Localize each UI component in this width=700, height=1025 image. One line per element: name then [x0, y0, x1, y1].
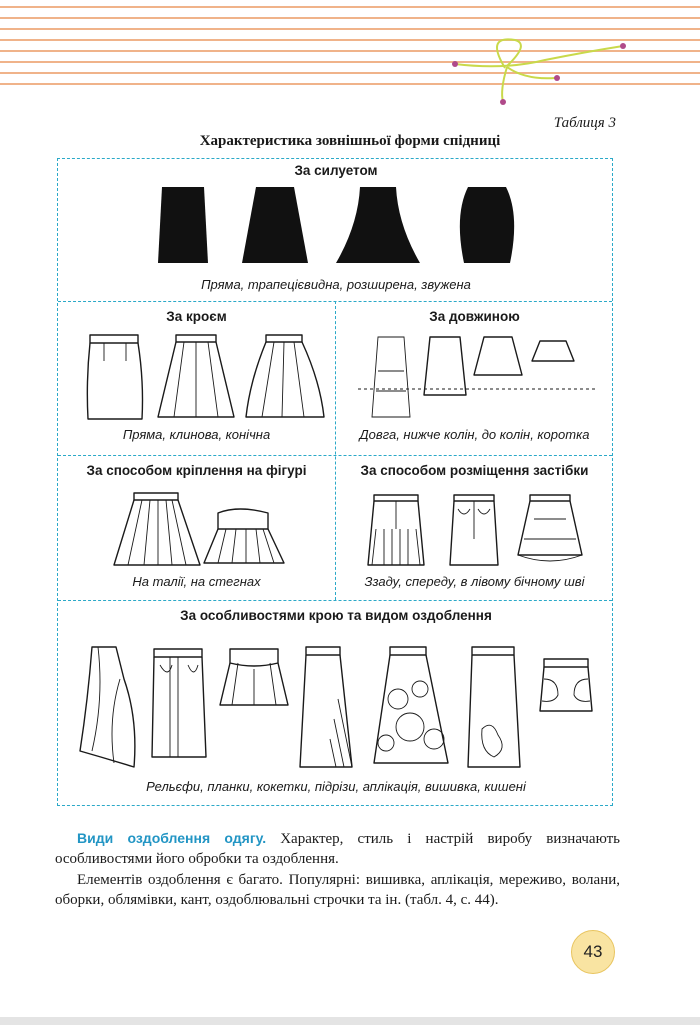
paragraph-1 [55, 828, 620, 869]
lead-heading: Види оздоблення одягу. [77, 830, 267, 846]
caption-silhouette: Пряма, трапецієвидна, розширена, звужена [201, 277, 471, 292]
table-number: Таблиця 3 [553, 115, 616, 131]
paragraph-2: Елементів оздоблення є багато. Популярні: вишивка, аплікація, мереживо, волани, оборки, облямівки, кант, оздоблювальні строчки та ін. (табл. 4, с. 44). [55, 872, 620, 908]
section-title-silhouette: За силуетом [294, 163, 378, 178]
section-title-closure: За способом розміщення застібки [360, 463, 589, 478]
section-title-features: За особливостями крою та видом оздоблення [180, 608, 492, 623]
caption-cut: Пряма, клинова, конічна [122, 427, 271, 442]
closure-skirts-illustration [358, 489, 598, 569]
caption-fastening: На талії, на стегнах [132, 574, 261, 589]
caption-length: Довга, нижче колін, до колін, коротка [359, 427, 590, 442]
section-title-fastening: За способом кріплення на фігурі [86, 463, 307, 478]
fastening-skirts-illustration [108, 489, 288, 569]
bottom-border [0, 1017, 700, 1025]
section-title-cut: За кроєм [166, 309, 227, 324]
section-title-length: За довжиною [429, 309, 520, 324]
cut-skirts-illustration [76, 331, 326, 423]
caption-features: Рельєфи, планки, кокетки, підрізи, аплікація, вишивка, кишені [146, 779, 526, 794]
ribbon-bow-icon [445, 30, 635, 105]
table-title: Характеристика зовнішньої форми спідниці [199, 133, 501, 149]
length-skirts-illustration [358, 331, 598, 423]
features-skirts-illustration [68, 639, 608, 774]
silhouette-skirts-illustration [148, 185, 528, 267]
caption-closure: Ззаду, спереду, в лівому бічному шві [364, 574, 585, 589]
skirt-characteristics-table [57, 158, 613, 806]
page-number: 43 [571, 930, 615, 974]
paragraph-1-text: Характер, стиль і настрій виробу визначають особливостями його обробки та оздоблення. [55, 831, 620, 867]
